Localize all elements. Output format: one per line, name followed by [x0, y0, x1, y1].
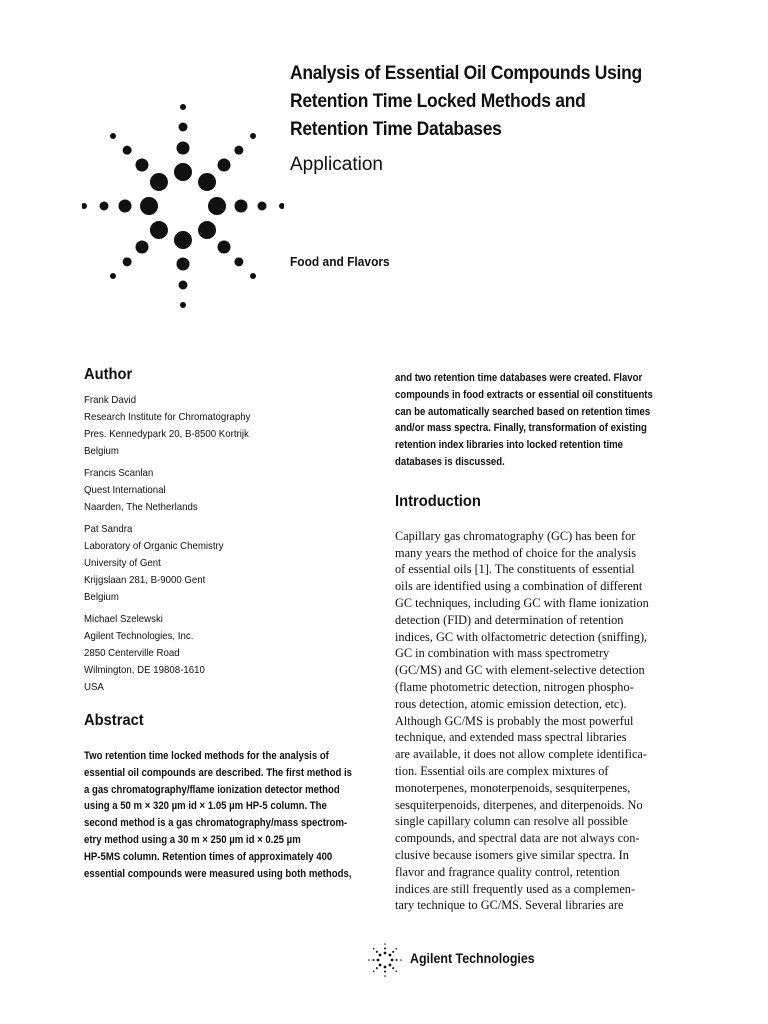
document-subtitle: Application [290, 154, 383, 175]
category-label: Food and Flavors [290, 254, 390, 269]
author-country: Belgium [84, 591, 119, 603]
abstract-line: using a 50 m × 320 µm id × 1.05 µm HP-5 column. The [84, 800, 327, 813]
abstract-line: essential compounds were measured using both methods, [84, 867, 352, 880]
author-address: Naarden, The Netherlands [84, 501, 198, 513]
intro-line: technique, and extended mass spectral libraries [395, 730, 627, 745]
author-address: Pres. Kennedypark 20, B-8500 Kortrijk [84, 428, 249, 440]
author-address: Krijgslaan 281, B-9000 Gent [84, 574, 206, 586]
abstract-line: Two retention time locked methods for the analysis of [84, 750, 329, 762]
author-address: 2850 Centerville Road [84, 647, 180, 659]
author-affiliation: Quest International [84, 484, 166, 496]
author-name: Francis Scanlan [84, 467, 154, 479]
agilent-footer-logo-icon [367, 942, 403, 978]
intro-line: clusive because isomers give similar spectra. In [395, 847, 629, 862]
abstract-line: databases is discussed. [395, 455, 505, 468]
intro-line: GC techniques, including GC with flame ionization [395, 595, 649, 610]
introduction-heading: Introduction [395, 492, 481, 510]
abstract-line: HP-5MS column. Retention times of approximately 400 [84, 850, 333, 863]
title-block [290, 60, 750, 178]
intro-line: sesquiterpenoids, diterpenes, and diterpenoids. No [395, 797, 643, 812]
intro-line: (GC/MS) and GC with element-selective detection [395, 663, 645, 678]
abstract-line: second method is a gas chromatography/mass spectrom- [84, 817, 348, 830]
intro-line: flavor and fragrance quality control, retention [395, 864, 620, 879]
intro-line: (flame photometric detection, nitrogen phospho- [395, 679, 634, 694]
intro-line: GC in combination with mass spectrometry [395, 646, 610, 661]
intro-line: tary technique to GC/MS. Several libraries are [395, 898, 624, 913]
document-title-line-2: Retention Time Locked Methods and [290, 91, 586, 112]
abstract-line: compounds in food extracts or essential oil constituents [395, 388, 653, 401]
intro-line: oils are identified using a combination of different [395, 579, 643, 594]
abstract-text-left [84, 748, 380, 882]
left-column [84, 366, 380, 882]
footer-company-name: Agilent Technologies [410, 951, 535, 966]
intro-line: of essential oils [1]. The constituents of essential [395, 562, 635, 577]
abstract-line: essential oil compounds are described. The first method is [84, 766, 352, 779]
intro-line: single capillary column can resolve all possible [395, 814, 628, 829]
author-list [84, 392, 380, 696]
right-column [395, 370, 657, 914]
intro-line: rous detection, atomic emission detection, etc). [395, 696, 627, 711]
intro-line: Although GC/MS is probably the most powerful [395, 713, 634, 728]
intro-line: tion. Essential oils are complex mixtures of [395, 763, 609, 778]
author-name: Michael Szelewski [84, 613, 163, 625]
intro-line: many years the method of choice for the analysis [395, 545, 637, 560]
intro-line: detection (FID) and determination of retention [395, 612, 624, 627]
abstract-heading: Abstract [84, 712, 144, 729]
author-affiliation: Research Institute for Chromatography [84, 411, 251, 423]
author-entry [84, 465, 380, 516]
abstract-line: can be automatically searched based on retention times [395, 405, 651, 418]
intro-line: indices are still frequently used as a complemen- [395, 881, 636, 896]
abstract-line: retention index libraries into locked retention time [395, 439, 624, 452]
abstract-text-right [395, 370, 657, 471]
abstract-line: a gas chromatography/flame ionization detector method [84, 783, 340, 796]
agilent-spark-logo [82, 102, 284, 310]
abstract-line: etry method using a 30 m × 250 µm id × 0.25 µm [84, 833, 301, 846]
intro-line: are available, it does not allow complete identifica- [395, 747, 647, 762]
author-country: USA [84, 681, 104, 693]
intro-line: monoterpenes, monoterpenoids, sesquiterpenes, [395, 780, 631, 795]
intro-line: compounds, and spectral data are not always con- [395, 831, 640, 846]
author-heading: Author [84, 366, 133, 383]
author-name: Frank David [84, 394, 137, 406]
abstract-line: and/or mass spectra. Finally, transformation of existing [395, 422, 647, 435]
author-country: Belgium [84, 445, 119, 457]
intro-line: indices, GC with olfactometric detection (sniffing), [395, 629, 648, 644]
author-affiliation: Agilent Technologies, Inc. [84, 630, 194, 642]
author-affiliation: Laboratory of Organic Chemistry [84, 540, 224, 552]
abstract-line: and two retention time databases were created. Flavor [395, 372, 643, 384]
author-city: Wilmington, DE 19808-1610 [84, 664, 205, 676]
author-name: Pat Sandra [84, 523, 133, 535]
author-entry [84, 611, 380, 696]
author-entry [84, 521, 380, 606]
introduction-text [395, 528, 657, 914]
document-title-line-3: Retention Time Databases [290, 119, 502, 140]
intro-line: Capillary gas chromatography (GC) has been for [395, 528, 636, 543]
document-title-line-1: Analysis of Essential Oil Compounds Using [290, 63, 642, 84]
author-entry [84, 392, 380, 460]
author-institution: University of Gent [84, 557, 161, 569]
